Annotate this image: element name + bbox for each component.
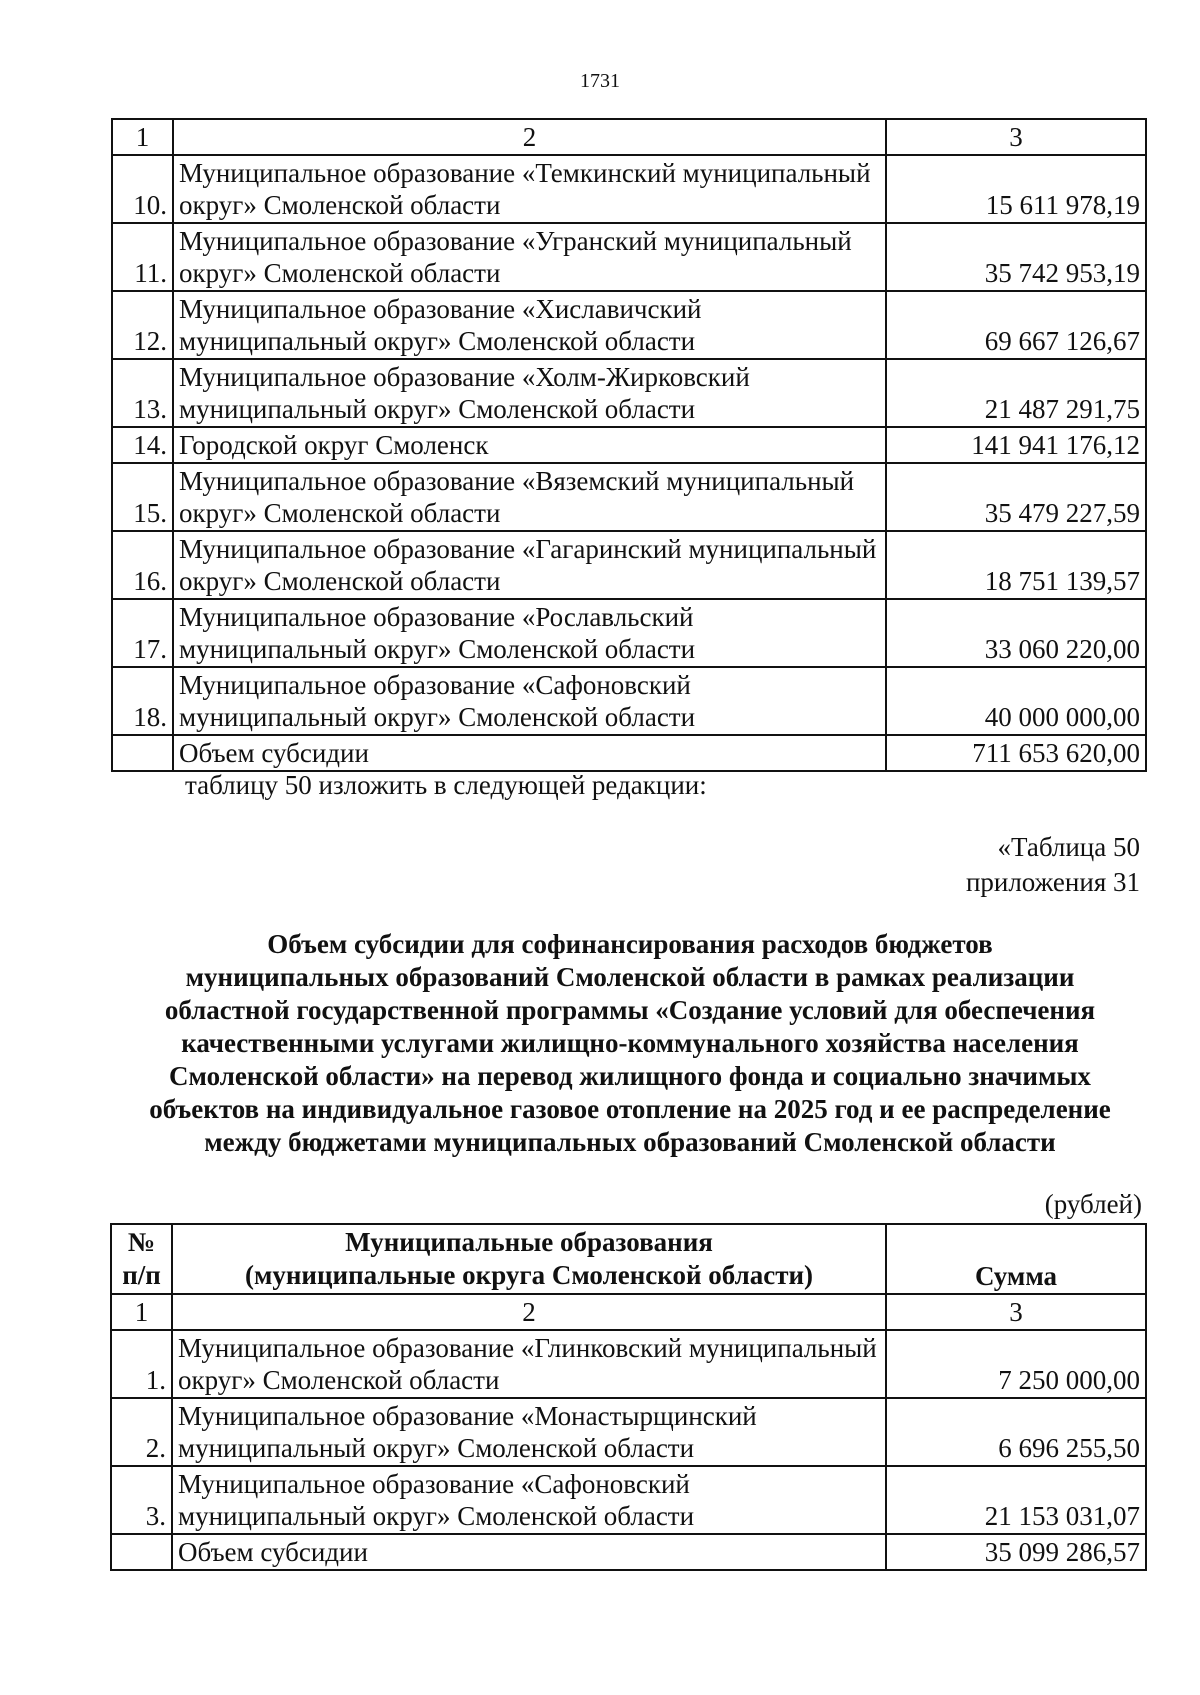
subsidy-amount: 21 487 291,75 <box>886 359 1146 427</box>
subsidy-amount: 21 153 031,07 <box>886 1466 1146 1534</box>
municipality-name: Муниципальное образование «Гагаринский муниципальный округ» Смоленской области <box>173 531 886 599</box>
column-number-row <box>112 119 1146 155</box>
title-line: между бюджетами муниципальных образований Смоленской области <box>204 1127 1056 1157</box>
title-line: качественными услугами жилищно-коммунального хозяйства населения <box>181 1028 1079 1058</box>
table-row <box>112 291 1146 359</box>
title-line: Смоленской области» на перевод жилищного фонда и социально значимых <box>169 1061 1091 1091</box>
title-line: объектов на индивидуальное газовое отопление на 2025 год и ее распределение <box>149 1094 1111 1124</box>
total-amount: 35 099 286,57 <box>886 1534 1146 1570</box>
subsidy-amount: 7 250 000,00 <box>886 1330 1146 1398</box>
row-number: 13. <box>112 359 173 427</box>
municipality-name: Городской округ Смоленск <box>173 427 886 463</box>
total-amount: 711 653 620,00 <box>886 735 1146 771</box>
municipality-name: Муниципальное образование «Монастырщинский муниципальный округ» Смоленской области <box>172 1398 886 1466</box>
subsidy-amount: 15 611 978,19 <box>886 155 1146 223</box>
subsidy-table-continued <box>111 118 1147 772</box>
table-head-row <box>111 1224 1146 1294</box>
subsidy-amount: 35 742 953,19 <box>886 223 1146 291</box>
row-number: 2. <box>111 1398 172 1466</box>
head-text: п/п <box>122 1260 161 1290</box>
column-number-cell: 2 <box>173 119 886 155</box>
table-row <box>112 599 1146 667</box>
subsidy-amount: 69 667 126,67 <box>886 291 1146 359</box>
column-number-cell: 3 <box>886 1294 1146 1330</box>
subsidy-amount: 141 941 176,12 <box>886 427 1146 463</box>
total-row <box>111 1534 1146 1570</box>
table-row <box>112 427 1146 463</box>
subsidy-amount: 33 060 220,00 <box>886 599 1146 667</box>
table-caption-line: «Таблица 50 <box>997 832 1140 862</box>
title-line: областной государственной программы «Создание условий для обеспечения <box>164 995 1096 1025</box>
head-text: Муниципальные образования <box>345 1227 713 1257</box>
municipality-name: Муниципальное образование «Сафоновский муниципальный округ» Смоленской области <box>172 1466 886 1534</box>
column-number-cell: 1 <box>112 119 173 155</box>
municipality-name: Муниципальное образование «Холм-Жирковский муниципальный округ» Смоленской области <box>173 359 886 427</box>
subsidy-table-50 <box>110 1223 1147 1571</box>
table-row <box>111 1330 1146 1398</box>
units-label: (рублей) <box>1044 1189 1142 1219</box>
table-row <box>111 1398 1146 1466</box>
subsidy-amount: 40 000 000,00 <box>886 667 1146 735</box>
subsidy-amount: 35 479 227,59 <box>886 463 1146 531</box>
table-caption <box>966 830 1140 900</box>
empty-cell <box>111 1534 172 1570</box>
row-number: 3. <box>111 1466 172 1534</box>
municipality-name: Муниципальное образование «Рославльский муниципальный округ» Смоленской области <box>173 599 886 667</box>
column-number-cell: 1 <box>111 1294 172 1330</box>
table-row <box>111 1466 1146 1534</box>
table-row <box>112 359 1146 427</box>
head-text: № <box>127 1227 156 1257</box>
row-number: 16. <box>112 531 173 599</box>
page-number: 1731 <box>580 70 620 92</box>
table-row <box>112 531 1146 599</box>
row-number: 1. <box>111 1330 172 1398</box>
row-number: 15. <box>112 463 173 531</box>
table-caption-line: приложения 31 <box>965 867 1140 897</box>
municipality-name: Муниципальное образование «Темкинский муниципальный округ» Смоленской области <box>173 155 886 223</box>
head-text: (муниципальные округа Смоленской области) <box>244 1260 814 1290</box>
total-label: Объем субсидии <box>172 1534 886 1570</box>
subsidy-amount: 6 696 255,50 <box>886 1398 1146 1466</box>
table-title <box>110 928 1150 1159</box>
empty-cell <box>112 735 173 771</box>
subsidy-amount: 18 751 139,57 <box>886 531 1146 599</box>
row-number: 12. <box>112 291 173 359</box>
table-row <box>112 667 1146 735</box>
column-number-row <box>111 1294 1146 1330</box>
row-number: 10. <box>112 155 173 223</box>
municipality-name: Муниципальное образование «Глинковский муниципальный округ» Смоленской области <box>172 1330 886 1398</box>
total-label: Объем субсидии <box>173 735 886 771</box>
municipality-name: Муниципальное образование «Хиславичский муниципальный округ» Смоленской области <box>173 291 886 359</box>
column-head-number <box>111 1224 172 1294</box>
table-row <box>112 463 1146 531</box>
municipality-name: Муниципальное образование «Вяземский муниципальный округ» Смоленской области <box>173 463 886 531</box>
title-line: муниципальных образований Смоленской области в рамках реализации <box>185 962 1075 992</box>
row-number: 14. <box>112 427 173 463</box>
table-row <box>112 223 1146 291</box>
table-row <box>112 155 1146 223</box>
row-number: 17. <box>112 599 173 667</box>
amendment-intro-text: таблицу 50 изложить в следующей редакции: <box>185 770 707 800</box>
municipality-name: Муниципальное образование «Угранский муниципальный округ» Смоленской области <box>173 223 886 291</box>
row-number: 11. <box>112 223 173 291</box>
row-number: 18. <box>112 667 173 735</box>
column-number-cell: 3 <box>886 119 1146 155</box>
title-line: Объем субсидии для софинансирования расходов бюджетов <box>267 929 993 959</box>
column-head-municipality <box>172 1224 886 1294</box>
municipality-name: Муниципальное образование «Сафоновский муниципальный округ» Смоленской области <box>173 667 886 735</box>
total-row <box>112 735 1146 771</box>
column-head-sum: Сумма <box>886 1224 1146 1294</box>
column-number-cell: 2 <box>172 1294 886 1330</box>
